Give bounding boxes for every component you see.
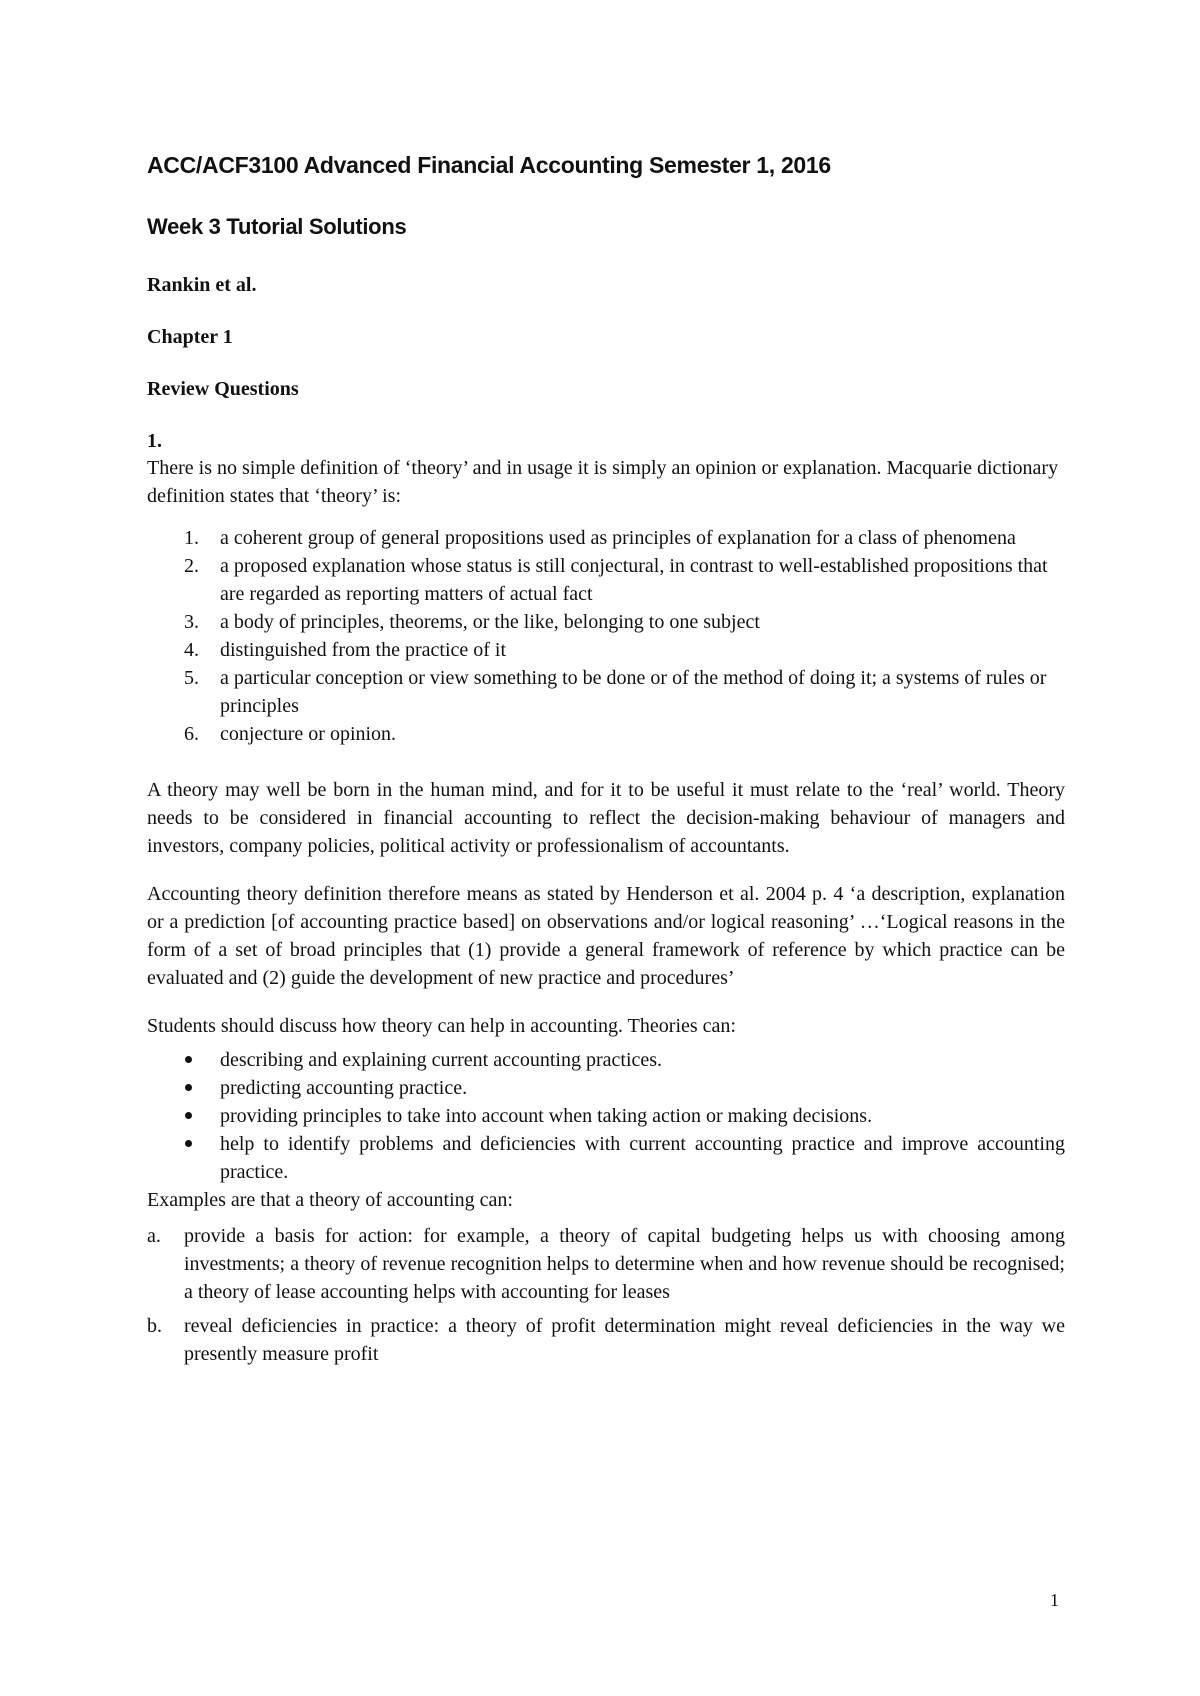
bullet-icon (185, 1084, 192, 1091)
list-item (147, 636, 1065, 664)
examples-intro: Examples are that a theory of accounting can: (147, 1189, 513, 1211)
intro-paragraph: There is no simple definition of ‘theory’ and in usage it is simply an opinion or explanation. Macquarie dictionary definition states that ‘theory’ is: (147, 457, 1059, 507)
bullet-text: describing and explaining current accounting practices. (220, 1049, 663, 1071)
bullet-item (147, 1046, 1065, 1074)
document-title: ACC/ACF3100 Advanced Financial Accounting Semester 1, 2016 (147, 152, 831, 178)
page-content (147, 150, 1065, 1374)
list-marker: 4. (184, 639, 199, 661)
list-item-text: a coherent group of general propositions used as principles of explanation for a class of phenomena (220, 527, 1016, 549)
example-item (147, 1222, 1065, 1306)
list-item (147, 608, 1065, 636)
students-paragraph: Students should discuss how theory can help in accounting. Theories can: (147, 1015, 736, 1037)
example-item (147, 1312, 1065, 1368)
list-item (147, 552, 1065, 608)
example-text: provide a basis for action: for example, a theory of capital budgeting helps us with choosing among investments; a theory of revenue recognition helps to determine when and how revenue should be recognised; a theory of lease accounting helps with accounting for leases (184, 1225, 1065, 1303)
list-marker: 1. (184, 527, 199, 549)
bullet-text: predicting accounting practice. (220, 1077, 468, 1099)
bullet-icon (185, 1112, 192, 1119)
bullet-item (147, 1074, 1065, 1102)
list-item (147, 524, 1065, 552)
theory-paragraph: A theory may well be born in the human mind, and for it to be useful it must relate to the ‘real’ world. Theory needs to be considered in financial accounting to reflect the decision-making behaviour of managers and investors, company policies, political activity or professionalism of accountants. (147, 779, 1065, 857)
examples-list (147, 1222, 1065, 1368)
bullet-icon (185, 1140, 192, 1147)
chapter-heading: Chapter 1 (147, 326, 233, 348)
definition-paragraph: Accounting theory definition therefore means as stated by Henderson et al. 2004 p. 4 ‘a description, explanation or a prediction [of accounting practice based] on observations and/or logical reasoning’ …‘Logical reasons in the form of a set of broad principles that (1) provide a general framework of reference by which practice can be evaluated and (2) guide the development of new practice and procedures’ (147, 883, 1065, 989)
page-number: 1 (1050, 1590, 1059, 1610)
list-item-text: a particular conception or view something to be done or of the method of doing it; a systems of rules or principles (220, 667, 1047, 717)
list-item-text: a body of principles, theorems, or the like, belonging to one subject (220, 611, 760, 633)
bullet-text: help to identify problems and deficiencies with current accounting practice and improve accounting practice. (220, 1133, 1065, 1183)
document-subtitle: Week 3 Tutorial Solutions (147, 214, 407, 239)
list-item-text: distinguished from the practice of it (220, 639, 507, 661)
example-marker: a. (147, 1225, 161, 1247)
bullet-icon (185, 1056, 192, 1063)
list-item-text: conjecture or opinion. (220, 723, 397, 745)
bullet-item (147, 1102, 1065, 1130)
example-text: reveal deficiencies in practice: a theory of profit determination might reveal deficiencies in the way we presently measure profit (184, 1315, 1065, 1365)
list-item (147, 664, 1065, 720)
list-item (147, 720, 1065, 748)
author-line: Rankin et al. (147, 274, 257, 296)
example-marker: b. (147, 1315, 162, 1337)
list-marker: 3. (184, 611, 199, 633)
bullet-item (147, 1130, 1065, 1186)
list-marker: 6. (184, 723, 199, 745)
bullet-text: providing principles to take into account when taking action or making decisions. (220, 1105, 873, 1127)
section-heading: Review Questions (147, 378, 299, 400)
question-number: 1. (147, 430, 162, 452)
definition-list (147, 524, 1065, 748)
list-marker: 2. (184, 555, 199, 577)
list-marker: 5. (184, 667, 199, 689)
theory-uses-list (147, 1046, 1065, 1186)
list-item-text: a proposed explanation whose status is still conjectural, in contrast to well-established propositions that are regarded as reporting matters of actual fact (220, 555, 1048, 605)
